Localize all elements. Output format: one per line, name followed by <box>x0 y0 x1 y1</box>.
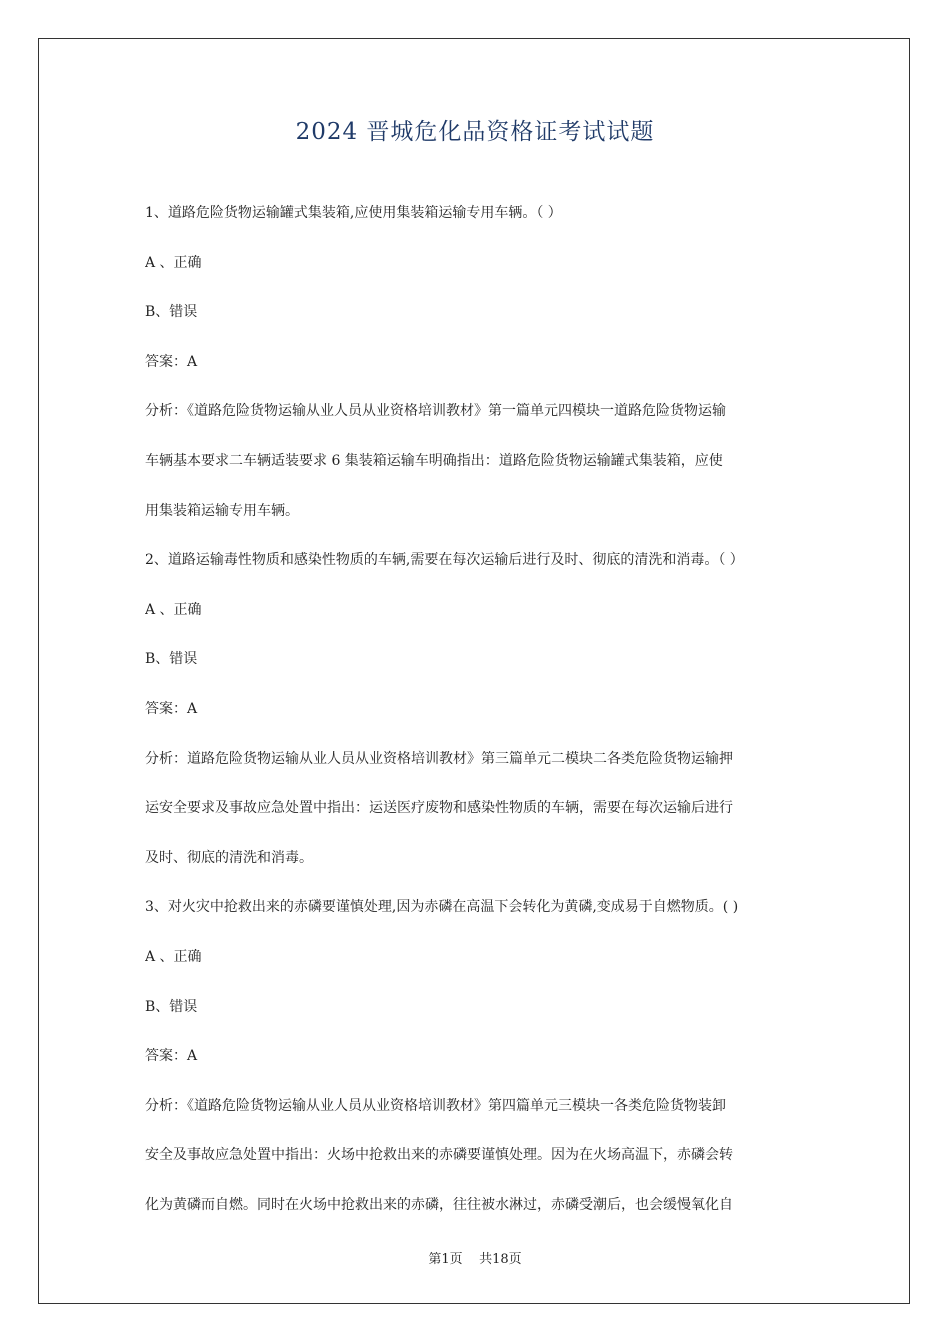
question-1-text: 1、道路危险货物运输罐式集装箱,应使用集装箱运输专用车辆。（ ） <box>145 205 562 221</box>
question-2-analysis-line-2: 运安全要求及事故应急处置中指出：运送医疗废物和感染性物质的车辆，需要在每次运输后进行 <box>145 800 733 817</box>
question-1-analysis-line-2: 车辆基本要求二车辆适装要求 6 集装箱运输车明确指出：道路危险货物运输罐式集装箱，应使 <box>145 452 723 469</box>
question-3-analysis-line-3: 化为黄磷而自燃。同时在火场中抢救出来的赤磷，往往被水淋过，赤磷受潮后，也会缓慢氧化自 <box>145 1196 733 1213</box>
question-1-option-b: B、错误 <box>145 304 198 321</box>
question-2-option-b: B、错误 <box>145 651 198 668</box>
question-2-option-a: A 、正确 <box>145 601 202 618</box>
question-1-answer: 答案：A <box>145 353 198 370</box>
question-3-analysis-line-2: 安全及事故应急处置中指出：火场中抢救出来的赤磷要谨慎处理。因为在火场高温下，赤磷会转 <box>145 1147 733 1164</box>
question-1-analysis-line-1: 分析：《道路危险货物运输从业人员从业资格培训教材》第一篇单元四模块一道路危险货物运输 <box>145 403 726 420</box>
question-2-answer: 答案：A <box>145 700 198 717</box>
question-3-text: 3、对火灾中抢救出来的赤磷要谨慎处理,因为赤磷在高温下会转化为黄磷,变成易于自燃物质。( ) <box>145 899 739 916</box>
question-3-option-b: B、错误 <box>145 998 198 1015</box>
page-number-footer: 第1页 共18页 <box>428 1252 522 1267</box>
question-1-analysis-line-3: 用集装箱运输专用车辆。 <box>145 502 299 519</box>
question-2-analysis-line-1: 分析：道路危险货物运输从业人员从业资格培训教材》第三篇单元二模块二各类危险货物运输押 <box>145 750 733 767</box>
question-2-analysis-line-3: 及时、彻底的清洗和消毒。 <box>145 849 313 866</box>
question-3-option-a: A 、正确 <box>145 948 202 965</box>
question-3-analysis-line-1: 分析：《道路危险货物运输从业人员从业资格培训教材》第四篇单元三模块一各类危险货物装卸 <box>145 1097 726 1114</box>
document-body <box>145 198 825 1239</box>
document-title: 2024 晋城危化品资格证考试试题 <box>295 119 655 145</box>
question-3-answer: 答案：A <box>145 1048 198 1065</box>
question-2-text: 2、道路运输毒性物质和感染性物质的车辆,需要在每次运输后进行及时、彻底的清洗和消毒。（ ） <box>145 552 744 569</box>
question-1-option-a: A 、正确 <box>145 254 202 271</box>
